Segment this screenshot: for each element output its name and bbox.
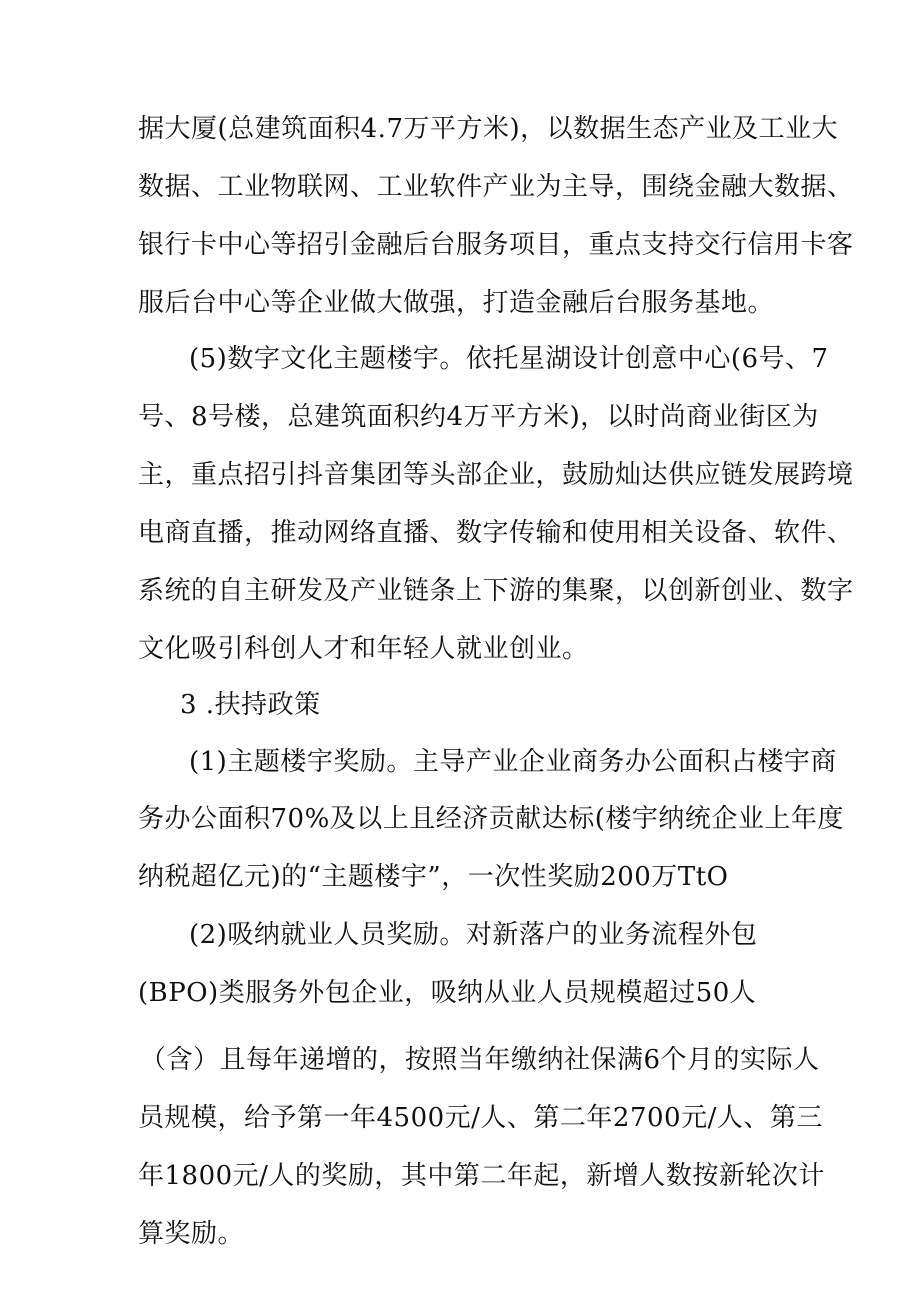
paragraph-line: 银行卡中心等招引金融后台服务项目，重点支持交行信用卡客 xyxy=(138,230,854,260)
paragraph-line: 务办公面积70%及以上且经济贡献达标(楼宇纳统企业上年度 xyxy=(138,804,844,834)
paragraph-line: 服后台中心等企业做大做强，打造金融后台服务基地。 xyxy=(138,288,775,318)
paragraph-line: 算奖励。 xyxy=(138,1219,245,1249)
paragraph-line: 系统的自主研发及产业链条上下游的集聚，以创新创业、数字 xyxy=(138,576,854,606)
paragraph-line: (2)吸纳就业人员奖励。对新落户的业务流程外包 xyxy=(189,920,758,950)
paragraph-line: 文化吸引科创人才和年轻人就业创业。 xyxy=(138,634,589,664)
paragraph-line: 据大厦(总建筑面积4.7万平方米)，以数据生态产业及工业大 xyxy=(138,114,839,144)
paragraph-line: 电商直播，推动网络直播、数字传输和使用相关设备、软件、 xyxy=(138,518,854,548)
paragraph-line: 年1800元/人的奖励，其中第二年起，新增人数按新轮次计 xyxy=(138,1161,825,1191)
paragraph-line: 数据、工业物联网、工业软件产业为主导，围绕金融大数据、 xyxy=(138,172,854,202)
paragraph-line: 纳税超亿元)的“主题楼宇”，一次性奖励200万TtO xyxy=(138,862,729,892)
paragraph-line: 主，重点招引抖音集团等头部企业，鼓励灿达供应链发展跨境 xyxy=(138,460,854,490)
paragraph-line: （含）且每年递增的，按照当年缴纳社保满6个月的实际人 xyxy=(140,1045,820,1075)
paragraph-line: (5)数字文化主题楼宇。依托星湖设计创意中心(6号、7 xyxy=(189,344,829,374)
paragraph-line: (BPO)类服务外包企业，吸纳从业人员规模超过50人 xyxy=(138,978,757,1008)
paragraph-line: (1)主题楼宇奖励。主导产业企业商务办公面积占楼宇商 xyxy=(189,747,837,777)
paragraph-line: 员规模，给予第一年4500元/人、第二年2700元/人、第三 xyxy=(138,1103,823,1133)
paragraph-line: 号、8号楼，总建筑面积约4万平方米)，以时尚商业街区为 xyxy=(138,402,819,432)
section-heading: 3 .扶持政策 xyxy=(180,690,321,720)
